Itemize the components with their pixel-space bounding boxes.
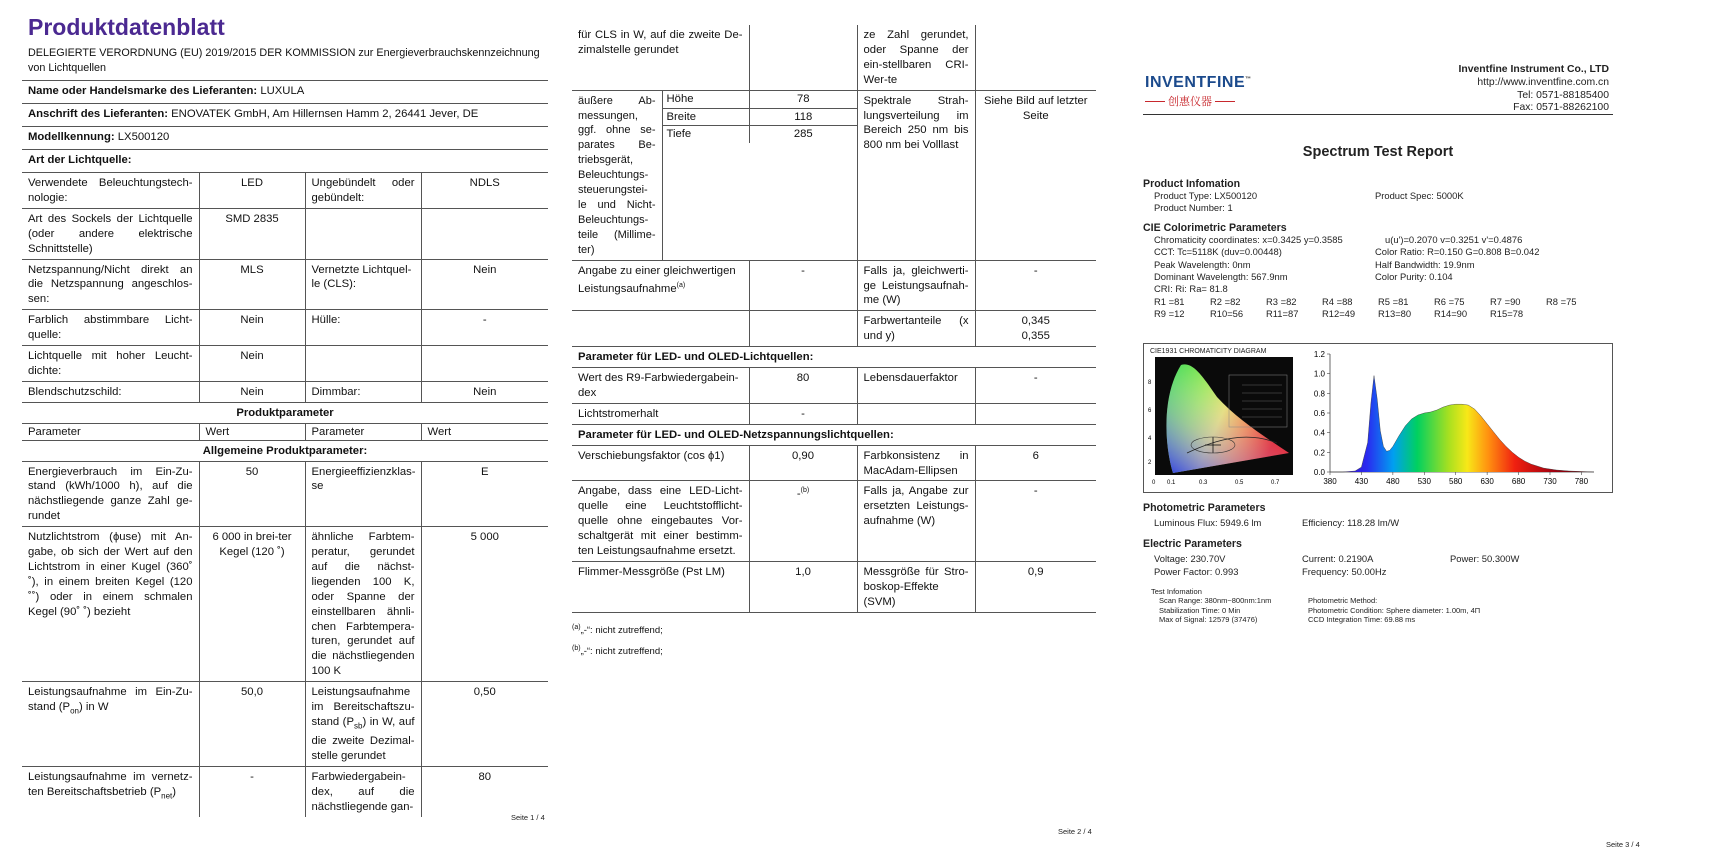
superscript: (a): [676, 281, 686, 289]
report-title: Spectrum Test Report: [1302, 144, 1454, 160]
company-name: Inventfine Instrument Co., LTD: [1458, 64, 1609, 75]
cell: [975, 311, 1096, 347]
cell: 50: [199, 461, 305, 527]
report-body: [1143, 178, 1613, 321]
light-type-heading: Art der Lichtquelle:: [22, 150, 548, 173]
column-header: Wert: [199, 423, 305, 440]
report-row: [1143, 246, 1613, 258]
cie-svg: [1147, 357, 1297, 488]
cell: Lebensdauerfaktor: [857, 368, 975, 404]
cell: Nein: [199, 381, 305, 402]
unit: ): [172, 785, 177, 798]
test-info-value: Photometric Condition: Sphere diameter: 1.00m, 4Π: [1308, 605, 1481, 615]
page-1: [22, 10, 548, 813]
x-tick-label: 480: [1386, 477, 1400, 486]
report-value: Half Bandwidth: 19.9nm: [1375, 258, 1475, 270]
report-row: [1143, 271, 1613, 283]
logo-rule: [1215, 101, 1235, 102]
cell: E: [421, 461, 548, 527]
cell: LED: [199, 173, 305, 208]
table-row: [572, 368, 1096, 404]
r-value: R2 =82: [1210, 295, 1241, 307]
cell: Falls ja, Angabe zur ersetzten Leistungs-aufnahme (W): [857, 481, 975, 562]
company-logo: [1145, 74, 1260, 114]
report-value: Chromaticity coordinates: x=0.3425 y=0.3585: [1154, 233, 1343, 245]
cell: Nein: [199, 310, 305, 346]
subscript: on: [70, 706, 79, 716]
cell: Nein: [421, 381, 548, 402]
footnote-text: „-“: nicht zutreffend;: [580, 624, 663, 636]
cell: Energieeffizienzklas-se: [305, 461, 421, 527]
address-row: [22, 104, 548, 127]
x-tick-label: 430: [1354, 477, 1369, 486]
cell: [572, 311, 749, 347]
cell: Lichtquelle mit hoher Leucht-dichte:: [22, 346, 199, 382]
report-value: Color Ratio: R=0.150 G=0.808 B=0.042: [1375, 246, 1540, 258]
replace-value: -: [796, 488, 801, 501]
report-value: Peak Wavelength: 0nm: [1154, 258, 1251, 270]
table-row: [22, 310, 548, 346]
dims-label: äußere Ab-messungen, ggf. ohne se-parates Be-triebsgerät, Beleuchtungs-steuerungstei-le und Nicht-Beleuchtungs-teile (Millime-ter): [572, 90, 662, 260]
report-value: Luminous Flux: 5949.6 lm: [1154, 517, 1262, 528]
cell: für CLS in W, auf die zweite De-zimalstelle gerundet: [572, 25, 749, 90]
cell: -: [749, 260, 857, 311]
table-row: [22, 461, 548, 527]
y-tick-label: 1.0: [1313, 369, 1325, 379]
table-row: [572, 260, 1096, 311]
cell: Art des Sockels der Lichtquelle (oder andere elektrische Schnittstelle): [22, 208, 199, 259]
cell: [572, 260, 749, 311]
general-heading: Allgemeine Produktparameter:: [22, 440, 548, 461]
report-value: Product Type: LX500120: [1154, 190, 1258, 201]
report-value: Product Number: 1: [1154, 202, 1233, 214]
cell: [749, 25, 857, 90]
unit: ) in W, auf die zweite Dezimal-stelle gerundet: [311, 716, 415, 763]
report-value: Product Spec: 5000K: [1375, 190, 1464, 201]
cie-tick-label: 0.3: [1199, 480, 1208, 486]
light-type-table: [22, 173, 548, 817]
cie-tick-label: 0.7: [1271, 480, 1280, 486]
table-row: [572, 25, 1096, 90]
logo-trademark: ™: [1245, 76, 1252, 83]
logo-rule: [1145, 101, 1165, 102]
x-tick-label: 380: [1323, 477, 1337, 486]
model-label: Modellkennung:: [28, 131, 115, 143]
superscript: (b): [800, 487, 810, 495]
cell: Lichtstromerhalt: [572, 403, 749, 424]
cell: SMD 2835: [199, 208, 305, 259]
cell: 1,0: [749, 562, 857, 613]
table-row: [22, 346, 548, 382]
page-3-footer: Seite 3 / 4: [1606, 840, 1640, 849]
test-info-row: [1151, 606, 1613, 615]
cell: Farbwiedergabein-dex, auf die nächstliegende gan-: [305, 766, 421, 816]
section-heading: Product Infomation: [1143, 178, 1241, 190]
page-2-footer: Seite 2 / 4: [1058, 827, 1092, 836]
supplier-value: LUXULA: [260, 85, 305, 97]
cell: Messgröße für Stro-boskop-Effekte (SVM): [857, 562, 975, 613]
spectrum-chart: [1306, 346, 1606, 492]
table-row: [572, 403, 1096, 424]
cell: ähnliche Farbtem-peratur, gerundet auf die nächst-liegenden 100 K, oder Spanne der einstellbaren ähnli-chen Farbtempera-turen, gerundet auf die nächstliegenden 100 K: [305, 527, 421, 682]
test-info-row: [1151, 596, 1613, 605]
cie-tick-label: 8: [1148, 380, 1152, 386]
mains-heading: Parameter für LED- und OLED-Netzspannungslichtquellen:: [572, 424, 1096, 445]
footnote-a: [572, 619, 1096, 640]
x-tick-label: 780: [1574, 477, 1589, 486]
column-header-row: [22, 423, 548, 440]
cell: [975, 403, 1096, 424]
cie-diagram: [1147, 347, 1297, 488]
company-fax: Fax: 0571-88262100: [1513, 102, 1609, 114]
r-value: R14=90: [1434, 308, 1468, 320]
table-row: [22, 766, 548, 816]
power-on-label: Leistungsaufnahme im Ein-Zu-stand (P: [28, 686, 193, 714]
logo-cn-row: [1145, 93, 1260, 109]
section-heading: Photometric Parameters: [1143, 502, 1266, 514]
dim-value: 118: [750, 108, 857, 126]
dims-table: [663, 91, 857, 144]
table-row: [22, 208, 548, 259]
cell: Netzspannung/Nicht direkt an die Netzspannung angeschlos-sen:: [22, 259, 199, 310]
x-tick-label: 730: [1543, 477, 1557, 486]
cell: [305, 208, 421, 259]
report-row: [1143, 283, 1613, 295]
cell: Energieverbrauch im Ein-Zu-stand (kWh/1000 h), auf die nächstliegende ganze Zahl ge-rundet: [22, 461, 199, 527]
r-value: R3 =82: [1266, 295, 1297, 307]
address-value: ENOVATEK GmbH, Am Hillernsen Hamm 2, 26441 Jever, DE: [171, 108, 479, 120]
cell: [421, 346, 548, 382]
r-value: R8 =75: [1546, 295, 1577, 307]
subscript: net: [161, 791, 173, 801]
cell: 80: [749, 368, 857, 404]
net-label: Leistungsaufnahme im vernetz-ten Bereitschaftsbetrieb (P: [28, 770, 193, 798]
test-info-value: CCD Integration Time: 69.88 ms: [1308, 614, 1416, 624]
cell: Hülle:: [305, 310, 421, 346]
report-value: Power Factor: 0.993: [1154, 565, 1239, 577]
table-row: [22, 173, 548, 208]
diagram-panel: [1143, 343, 1613, 493]
cell: Verschiebungsfaktor (cos ϕ1): [572, 445, 749, 481]
cell: Farbwertanteile (x und y): [857, 311, 975, 347]
cell: MLS: [199, 259, 305, 310]
report-value: Current: 0.2190A: [1302, 553, 1374, 565]
cell: -: [975, 260, 1096, 311]
y-tick-label: 0.8: [1313, 389, 1325, 399]
cell: [857, 403, 975, 424]
superscript: (a): [572, 623, 581, 631]
logo-text: [1145, 74, 1260, 92]
report-value: Voltage: 230.70V: [1154, 553, 1226, 565]
cell: 0,90: [749, 445, 857, 481]
cie-tick-label: 2: [1148, 460, 1152, 466]
cell: Farbkonsistenz in MacAdam-Ellipsen: [857, 445, 975, 481]
r-value: R9 =12: [1154, 308, 1185, 320]
cell: -: [975, 368, 1096, 404]
cie-title: CIE1931 CHROMATICITY DIAGRAM: [1150, 348, 1267, 355]
report-row: [1143, 553, 1613, 565]
section-heading: CIE Colorimetric Parameters: [1143, 221, 1287, 234]
column-header: Wert: [421, 423, 548, 440]
cell: -: [199, 766, 305, 816]
cell: Vernetzte Lichtquel-le (CLS):: [305, 259, 421, 310]
test-info-value: Photometric Method:: [1308, 596, 1378, 606]
cell: [22, 682, 199, 767]
address-label: Anschrift des Lieferanten:: [28, 108, 168, 120]
r-value: R1 =81: [1154, 295, 1185, 307]
x-tick-label: 580: [1449, 477, 1463, 486]
x-tick-label: 630: [1480, 477, 1494, 486]
unit: ) in W: [78, 701, 109, 714]
cell: Falls ja, gleichwerti-ge Leistungsaufnah-me (W): [857, 260, 975, 311]
cell: 0,9: [975, 562, 1096, 613]
r-value: R10=56: [1210, 308, 1244, 320]
table-row: [22, 259, 548, 310]
cell: ze Zahl gerundet, oder Spanne der ein-stellbaren CRI-Wer-te: [857, 25, 975, 90]
column-header: Parameter: [305, 423, 421, 440]
section-heading: Electric Parameters: [1143, 538, 1242, 551]
cell: 0,50: [421, 682, 548, 767]
company-tel: Tel: 0571-88185400: [1517, 89, 1609, 101]
report-value: Power: 50.300W: [1450, 553, 1520, 565]
table-row: [572, 311, 1096, 347]
table-row: [22, 682, 548, 767]
params-heading: Produktparameter: [22, 402, 548, 423]
x-tick-label: 530: [1417, 477, 1431, 486]
table-row: [22, 527, 548, 682]
table-row: [572, 562, 1096, 613]
model-value: LX500120: [117, 131, 170, 143]
y-tick-label: 0.0: [1313, 468, 1325, 477]
cie-tick-label: 0.1: [1167, 480, 1176, 486]
spectrum-area: [1330, 376, 1594, 472]
cell: [305, 346, 421, 382]
cell: 50,0: [199, 682, 305, 767]
cie-tick-label: 0: [1152, 480, 1156, 486]
cell: Farblich abstimmbare Licht-quelle:: [22, 310, 199, 346]
test-info-value: Scan Range: 380nm~800nm:1nm: [1159, 596, 1272, 606]
chroma-y: 0,355: [1021, 330, 1050, 343]
test-info-heading: Test Infomation: [1151, 587, 1202, 597]
cell: Wert des R9-Farbwiedergabein-dex: [572, 368, 749, 404]
report-row: [1143, 259, 1613, 271]
cell: [749, 481, 857, 562]
r-values-row: [1143, 296, 1613, 308]
regulation-text: DELEGIERTE VERORDNUNG (EU) 2019/2015 DER KOMMISSION zur Energieverbrauchskennzeichnung von Lichtquellen: [28, 47, 540, 74]
cell: Spektrale Strah-lungsverteilung im Bereich 250 nm bis 800 nm bei Volllast: [857, 90, 975, 260]
standby-label: Leistungsaufnahme im Bereitschaftszu-stand (P: [311, 686, 415, 728]
dims-cell: [662, 90, 857, 260]
cie-tick-label: 0.5: [1235, 480, 1244, 486]
cell: -: [975, 481, 1096, 562]
cell: 6 000 in brei-ter Kegel (120 ˚): [199, 527, 305, 682]
dim-label: Höhe: [663, 91, 750, 108]
report-row: [1143, 566, 1613, 578]
dim-value: 78: [750, 91, 857, 108]
r-value: R13=80: [1378, 308, 1412, 320]
r-value: R11=87: [1266, 308, 1299, 320]
table-row: [22, 381, 548, 402]
column-header: Parameter: [22, 423, 199, 440]
report-row: [1143, 202, 1613, 214]
cell: 6: [975, 445, 1096, 481]
cell: Flimmer-Messgröße (Pst LM): [572, 562, 749, 613]
company-block: [1459, 64, 1609, 115]
equiv-label: Angabe zu einer gleichwertigen Leistungsaufnahme: [578, 264, 736, 295]
supplier-row: [22, 81, 548, 104]
page-2: [572, 25, 1096, 658]
r-value: R5 =81: [1378, 295, 1409, 307]
test-info-value: Stabilization Time: 0 Min: [1159, 605, 1241, 615]
r-value: R12=49: [1322, 308, 1356, 320]
cell: 5 000: [421, 527, 548, 682]
cie-tick-label: 4: [1148, 436, 1152, 442]
report-value: u(u')=0.2070 v=0.3251 v'=0.4876: [1385, 233, 1523, 245]
header-table: [22, 80, 548, 173]
table-row: [572, 481, 1096, 562]
cell: [975, 25, 1096, 90]
report-value: CRI: Ri: Ra= 81.8: [1154, 283, 1228, 295]
report-value: Efficiency: 118.28 lm/W: [1302, 517, 1400, 528]
model-row: [22, 127, 548, 150]
company-web: http://www.inventfine.com.cn: [1477, 76, 1609, 88]
report-row: [1143, 517, 1613, 529]
report-row: [1143, 190, 1613, 202]
report-value: Dominant Wavelength: 567.9nm: [1154, 271, 1288, 283]
y-tick-label: 0.6: [1313, 409, 1325, 418]
cell: Siehe Bild auf letzter Seite: [975, 90, 1096, 260]
cell: Nutzlichtstrom (ϕuse) mit An-gabe, ob sich der Wert auf den Lichtstrom in einer Kugel (360˚ ˚), in einem breiten Kegel (120 ˚˚) oder in einem schmalen Kegel (90˚ ˚) bezieht: [22, 527, 199, 682]
test-info: [1143, 587, 1613, 624]
cell: NDLS: [421, 173, 548, 208]
page-2-table: [572, 25, 1096, 613]
footnote-b: [572, 640, 1096, 661]
supplier-label: Name oder Handelsmarke des Lieferanten:: [28, 85, 258, 97]
cell: Nein: [421, 259, 548, 310]
r-values-row: [1143, 308, 1613, 320]
logo-chinese: 创惠仪器: [1168, 95, 1212, 108]
cie-tick-label: 6: [1148, 408, 1152, 414]
cell: Blendschutzschild:: [22, 381, 199, 402]
cell: Ungebündelt oder gebündelt:: [305, 173, 421, 208]
r-value: R4 =88: [1322, 295, 1353, 307]
cell: -: [421, 310, 548, 346]
cell: Dimmbar:: [305, 381, 421, 402]
dim-value: 285: [750, 126, 857, 143]
cell: [421, 208, 548, 259]
logo-word: INVENTFINE: [1145, 74, 1246, 91]
x-tick-label: 680: [1511, 477, 1526, 486]
page-1-footer: Seite 1 / 4: [511, 813, 545, 822]
y-tick-label: 0.4: [1313, 428, 1325, 438]
r-value: R7 =90: [1490, 295, 1521, 307]
report-lower: [1143, 502, 1613, 624]
table-row: [572, 445, 1096, 481]
test-info-value: Max of Signal: 12579 (37476): [1159, 614, 1258, 624]
chroma-x: 0,345: [1021, 315, 1050, 328]
cell: 80: [478, 770, 492, 783]
page-3: [1143, 58, 1613, 658]
r-value: R15=78: [1490, 308, 1524, 320]
page-1-title: Produktdatenblatt: [28, 14, 225, 40]
y-tick-label: 1.2: [1313, 350, 1325, 359]
cell: Angabe, dass eine LED-Licht-quelle eine Leuchtstofflicht-quelle ohne eingebautes Vor-schaltgerät mit einer bestimm-ten Leistungsaufnahme ersetzt.: [572, 481, 749, 562]
superscript: (b): [572, 644, 581, 652]
led-heading: Parameter für LED- und OLED-Lichtquellen:: [572, 347, 1096, 368]
report-value: CCT: Tc=5118K (duv=0.00448): [1154, 246, 1282, 258]
subscript: sb: [353, 721, 363, 731]
cell: -: [749, 403, 857, 424]
test-info-row: [1151, 615, 1613, 624]
dim-label: Breite: [663, 108, 750, 126]
r-value: R6 =75: [1434, 295, 1465, 307]
cell: [22, 766, 199, 816]
table-row: [572, 90, 1096, 260]
header-rule: [1143, 114, 1613, 115]
cell: Nein: [199, 346, 305, 382]
report-value: Frequency: 50.00Hz: [1302, 565, 1387, 577]
footnote-text: „-“: nicht zutreffend;: [580, 646, 663, 658]
y-tick-label: 0.2: [1313, 448, 1325, 458]
report-row: [1143, 234, 1613, 246]
dim-label: Tiefe: [663, 126, 750, 143]
report-value: Color Purity: 0.104: [1375, 271, 1453, 283]
cell: Verwendete Beleuchtungstech-nologie:: [22, 173, 199, 208]
cell: [305, 682, 421, 767]
cell: [749, 311, 857, 347]
